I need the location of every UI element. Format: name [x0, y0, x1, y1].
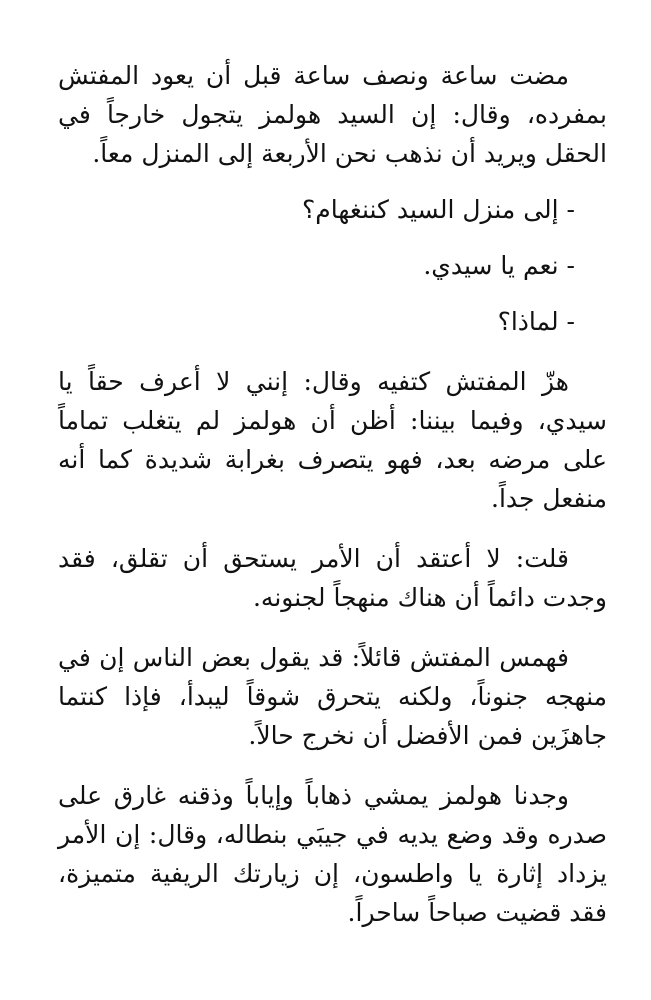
paragraph-holmes-pacing: وجدنا هولمز يمشي ذهاباً وإياباً وذقنه غارق على صدره وقد وضع يديه في جيبَي بنطاله، وقال: إن الأمر يزداد إثارة يا واطسون، إن زيارتك الريفية متميزة، فقد قضيت صباحاً ساحراً.	[58, 781, 607, 927]
dialogue-line-yes-sir: - نعم يا سيدي.	[423, 251, 575, 280]
dialogue-line-cunningham: - إلى منزل السيد كننغهام؟	[302, 195, 575, 224]
paragraph-inspector-returns: مضت ساعة ونصف ساعة قبل أن يعود المفتش بمفرده، وقال: إن السيد هولمز يتجول خارجاً في الحقل ويريد أن نذهب نحن الأربعة إلى المنزل معاً.	[58, 61, 607, 168]
paragraph-method-madness: قلت: لا أعتقد أن الأمر يستحق أن تقلق، فقد وجدت دائماً أن هناك منهجاً لجنونه.	[58, 544, 607, 612]
paragraph-inspector-shrugs: هزّ المفتش كتفيه وقال: إنني لا أعرف حقاً يا سيدي، وفيما بيننا: أظن أن هولمز لم يتغلب تماماً على مرضه بعد، فهو يتصرف بغرابة شديدة كما أنه منفعل جداً.	[58, 367, 607, 513]
paragraph-inspector-whispers: فهمس المفتش قائلاً: قد يقول بعض الناس إن في منهجه جنوناً، ولكنه يتحرق شوقاً ليبدأ، فإذا كنتما جاهزَين فمن الأفضل أن نخرج حالاً.	[58, 643, 607, 750]
dialogue-line-why: - لماذا؟	[497, 307, 575, 336]
